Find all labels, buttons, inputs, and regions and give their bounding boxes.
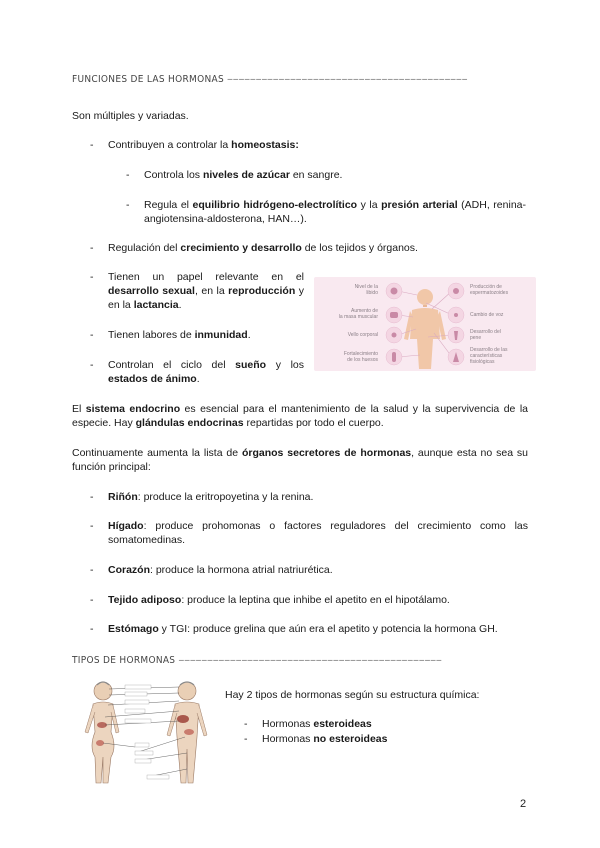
bold-text: órganos secretores de hormonas (241, 447, 412, 459)
text: y en la (108, 285, 304, 311)
section-heading (72, 74, 467, 85)
section-title: FUNCIONES DE LAS HORMONAS (72, 74, 224, 85)
bullet-dash: - (126, 169, 130, 181)
secretors-paragraph (72, 446, 528, 474)
text: de los tejidos y órganos. (301, 242, 418, 254)
sub-list-item (126, 198, 526, 226)
page-number: 2 (520, 798, 527, 810)
text: : produce prohomonas o factores reguladores del crecimiento como las somatomedinas. (108, 520, 528, 546)
image-label: Vello corporal (347, 332, 378, 338)
bullet-dash: - (90, 139, 94, 151)
section-title: TIPOS DE HORMONAS (72, 655, 176, 666)
organ-item (90, 563, 528, 577)
text: repartidas por todo el cuerpo. (243, 417, 384, 429)
image-label: Cambio de voz (470, 312, 504, 318)
bold-text: sistema endocrino (85, 403, 181, 415)
text: Hormonas (262, 733, 314, 745)
organ-item (90, 519, 528, 547)
bold-text: Riñón (108, 491, 138, 503)
text: Contribuyen a controlar la (108, 139, 232, 151)
organ-item (90, 593, 528, 607)
bold-text: glándulas endocrinas (135, 417, 244, 429)
heading-rule: ‒‒‒‒‒‒‒‒‒‒‒‒‒‒‒‒‒‒‒‒‒‒‒‒‒‒‒‒‒‒‒‒‒‒‒‒‒‒‒‒‒‒ (227, 74, 468, 85)
hormone-type-item (244, 717, 522, 731)
text: Hormonas (262, 718, 314, 730)
bullet-dash: - (126, 199, 130, 211)
bold-text: inmunidad (194, 329, 248, 341)
text: y los (266, 359, 304, 371)
list-item (90, 270, 304, 312)
list-item (90, 241, 528, 255)
bullet-dash: - (90, 271, 94, 283)
text: y la (357, 199, 382, 211)
hormone-type-item (244, 732, 522, 746)
bullet-dash: - (90, 520, 94, 532)
types-intro: Hay 2 tipos de hormonas según su estructura química: (225, 689, 480, 701)
organ-item (90, 622, 533, 636)
bold-text: reproducción (228, 285, 296, 297)
human-bodies-icon (75, 677, 223, 787)
endocrine-paragraph (72, 402, 528, 430)
text: . (247, 329, 251, 341)
text: El (72, 403, 86, 415)
text: (ADH, renina-angiotensina-aldosterona, HAN…). (144, 199, 526, 225)
endocrine-glands-illustration (75, 677, 223, 787)
bold-text: presión arterial (381, 199, 458, 211)
hormone-effects-illustration (314, 277, 536, 371)
text: Regula el (144, 199, 193, 211)
list-item (90, 328, 304, 342)
image-label: Fortalecimiento de los huesos (343, 351, 378, 363)
text: Regulación del (108, 242, 181, 254)
bold-text: Corazón (108, 564, 150, 576)
list-item (90, 358, 304, 386)
bullet-dash: - (90, 329, 94, 341)
text: Controla los (144, 169, 203, 181)
text: Tienen un papel relevante en el (108, 271, 304, 283)
list-item (90, 138, 488, 152)
text: y TGI: produce grelina que aún era el apetito y potencia la hormona GH. (158, 623, 498, 635)
text: es esencial para el mantenimiento de la salud y la supervivencia de la especie. Hay (72, 403, 528, 429)
text: Continuamente aumenta la lista de (72, 447, 242, 459)
bold-text: lactancia (133, 299, 179, 311)
bold-text: sueño (235, 359, 267, 371)
section-heading (72, 655, 442, 666)
text: . (196, 373, 200, 385)
image-label: Nivel de la libido (354, 284, 378, 296)
bullet-dash: - (90, 242, 94, 254)
bold-text: crecimiento y desarrollo (180, 242, 302, 254)
bold-text: esteroideas (313, 718, 372, 730)
heading-rule: ‒‒‒‒‒‒‒‒‒‒‒‒‒‒‒‒‒‒‒‒‒‒‒‒‒‒‒‒‒‒‒‒‒‒‒‒‒‒‒‒‒‒‒‒‒‒ (178, 655, 442, 666)
bullet-dash: - (244, 718, 248, 730)
bold-text: Tejido adiposo (108, 594, 182, 606)
intro-text: Son múltiples y variadas. (72, 110, 189, 122)
bold-text: equilibrio hidrógeno-electrolítico (192, 199, 358, 211)
text: Tienen labores de (108, 329, 195, 341)
bullet-dash: - (90, 491, 94, 503)
image-label: Desarrollo del pene (470, 329, 501, 341)
bullet-dash: - (90, 594, 94, 606)
bold-text: Hígado (108, 520, 144, 532)
bold-text: Estómago (108, 623, 159, 635)
text: : produce la leptina que inhibe el apetito en el hipotálamo. (181, 594, 450, 606)
bold-text: no esteroideas (313, 733, 388, 745)
text: , aunque esta no sea su función principal: (72, 447, 528, 473)
bold-text: estados de ánimo (108, 373, 197, 385)
bold-text: niveles de azúcar (202, 169, 290, 181)
bullet-dash: - (244, 733, 248, 745)
image-label: Desarrollo de las características fisiológicas (470, 347, 508, 365)
bullet-dash: - (90, 564, 94, 576)
sub-list-item (126, 168, 524, 182)
text: : produce la eritropoyetina y la renina. (137, 491, 314, 503)
text: : produce la hormona atrial natriurética. (150, 564, 333, 576)
text: en sangre. (289, 169, 343, 181)
bullet-dash: - (90, 623, 94, 635)
text: Controlan el ciclo del (108, 359, 236, 371)
image-label: Aumento de la masa muscular (338, 308, 378, 320)
image-label: Producción de espermatozoides (470, 284, 509, 296)
text: . (178, 299, 182, 311)
bold-text: homeostasis: (231, 139, 299, 151)
bullet-dash: - (90, 359, 94, 371)
text: , en la (194, 285, 229, 297)
bold-text: desarrollo sexual (108, 285, 195, 297)
organ-item (90, 490, 528, 504)
